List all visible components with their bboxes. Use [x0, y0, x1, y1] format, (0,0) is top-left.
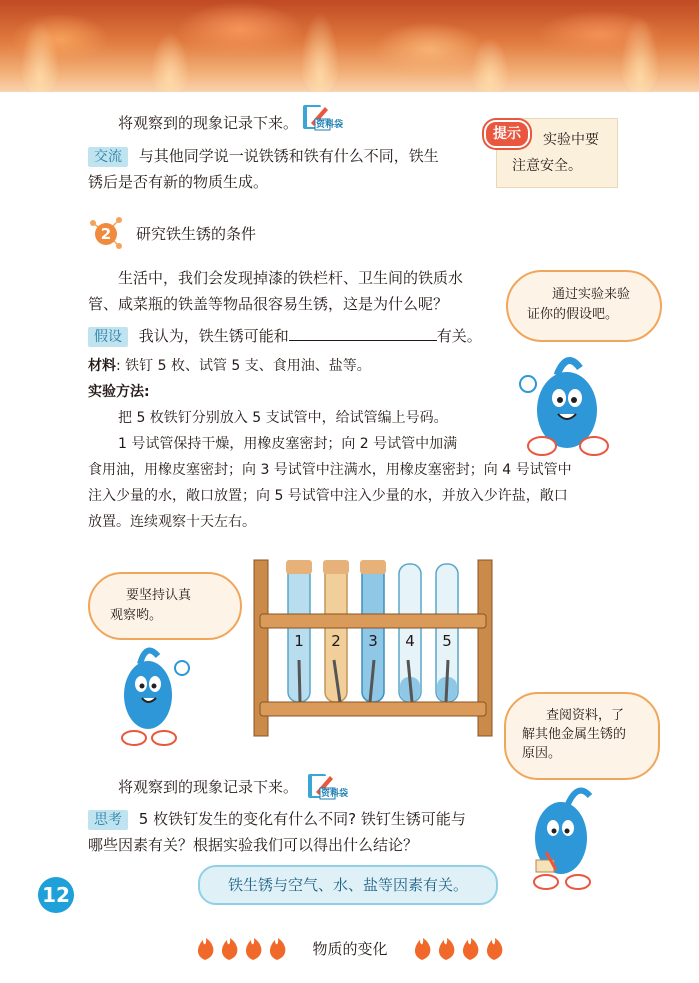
section-title: 研究铁生锈的条件 — [136, 225, 257, 243]
bubble-observe-line-2: 观察哟。 — [110, 608, 163, 623]
hypothesis-line: 假设 我认为，铁生锈可能和 有关。 — [88, 324, 482, 348]
think-line-2: 哪些因素有关？根据实验我们可以得出什么结论？ — [88, 836, 419, 854]
method-line-4: 注入少量的水，敞口放置；向 5 号试管中注入少量的水，并放入少许盐，敞口 — [88, 488, 568, 504]
tip-line-2: 注意安全。 — [512, 158, 582, 174]
method-line-5: 放置。连续观察十天左右。 — [88, 514, 256, 530]
exchange-line-2: 锈后是否有新的物质生成。 — [88, 173, 269, 191]
footer-flames-left — [193, 934, 293, 962]
tube-label-2: 2 — [331, 632, 341, 650]
intro-line-2: 管、咸菜瓶的铁盖等物品很容易生锈，这是为什么呢？ — [88, 295, 449, 313]
footer-title: 物质的变化 — [312, 940, 388, 958]
exchange-tag: 交流 — [88, 147, 128, 167]
think-tag: 思考 — [88, 810, 128, 830]
method-label: 实验方法: — [88, 384, 150, 400]
record-instruction-1: 将观察到的现象记录下来。 — [118, 114, 299, 132]
bubble-verify-line-2: 证你的假设吧。 — [527, 307, 619, 322]
hypothesis-blank[interactable] — [289, 324, 437, 341]
footer-flames-right — [410, 934, 510, 962]
mascot-thumbs-up — [512, 350, 622, 460]
step-number: 2 — [100, 225, 112, 243]
exchange-line-1: 交流 与其他同学说一说铁锈和铁有什么不同，铁生 — [88, 144, 439, 168]
bubble-research-line-3: 原因。 — [522, 746, 562, 761]
tube-label-5: 5 — [442, 632, 452, 650]
method-line-3: 食用油，用橡皮塞密封；向 3 号试管中注满水，用橡皮塞密封；向 4 号试管中 — [88, 462, 572, 478]
intro-line-1: 生活中，我们会发现掉漆的铁栏杆、卫生间的铁质水 — [118, 269, 464, 287]
record-icon-label: 资料袋 — [316, 120, 344, 130]
mascot-writing — [516, 782, 606, 892]
tube-label-3: 3 — [368, 632, 378, 650]
bubble-research-line-1: 查阅资料，了 — [546, 708, 625, 723]
think-line-1: 思考 5 枚铁钉发生的变化有什么不同? 铁钉生锈可能与 — [88, 807, 466, 831]
method-line-1: 把 5 枚铁钉分别放入 5 支试管中，给试管编上号码。 — [118, 410, 448, 426]
tube-label-1: 1 — [294, 632, 304, 650]
bubble-research-line-2: 解其他金属生锈的 — [522, 727, 627, 742]
mascot-pointing — [108, 640, 198, 750]
bubble-verify-line-1: 通过实验来验 — [552, 287, 631, 302]
tip-badge: 提示 — [484, 120, 530, 148]
tube-label-4: 4 — [405, 632, 415, 650]
bubble-observe-line-1: 要坚持认真 — [126, 588, 192, 603]
materials-line: 材料: 铁钉 5 枚、试管 5 支、食用油、盐等。 — [88, 358, 371, 374]
tip-line-1: 实验中要 — [543, 132, 599, 148]
conclusion-box: 铁生锈与空气、水、盐等因素有关。 — [198, 865, 498, 905]
fire-banner — [0, 0, 699, 92]
record-instruction-2: 将观察到的现象记录下来。 — [118, 778, 299, 796]
record-icon-label-2: 资料袋 — [321, 789, 349, 799]
method-line-2: 1 号试管保持干燥，用橡皮塞密封；向 2 号试管中加满 — [118, 436, 458, 452]
page-number: 12 — [38, 877, 74, 913]
hypothesis-tag: 假设 — [88, 327, 128, 347]
